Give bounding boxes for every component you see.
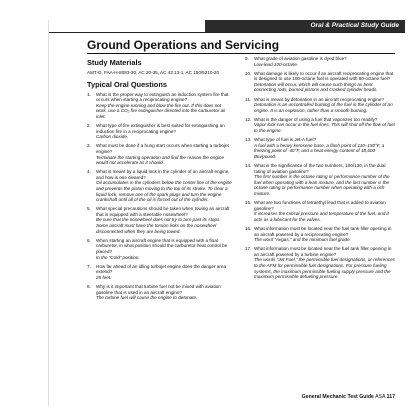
question-number: 4. <box>87 169 91 175</box>
question-number: 11. <box>245 96 252 102</box>
question-item <box>245 137 395 159</box>
question-text: What grade of aviation gasoline is dyed blue? <box>254 56 347 61</box>
answer-text: Detonation will occur, which will cause such things as bent connecting rods, burned pistons and cracked cylinder heads. <box>254 81 378 93</box>
question-item <box>87 264 233 281</box>
question-item <box>87 92 233 120</box>
section-title: Ground Operations and Servicing <box>87 38 280 52</box>
question-number: 17. <box>245 246 252 252</box>
answer-text: Keep the engine running and blow the fire out. If this does not work, use a CO₂ fire extinguisher directed into the carburetor air inlet. <box>96 102 226 119</box>
question-number: 6. <box>87 237 91 243</box>
question-text: When starting an aircraft engine that is equipped with a float carburetor, in what position should the carburetor heat control be placed? <box>96 237 228 254</box>
question-item <box>87 206 233 234</box>
question-item <box>87 143 233 165</box>
question-number: 9. <box>245 56 249 61</box>
guide-title: Oral & Practical Study Guide <box>310 22 399 29</box>
answer-text: Be sure that the nosewheel does not try to turn past its stops. Some aircraft must have the torsion links on the nosewheel disconnected when they are being towed. <box>96 217 221 234</box>
question-text: What are two functions of tetraethyl lead that is added to aviation gasoline? <box>254 200 386 211</box>
right-question-list <box>245 56 395 280</box>
question-number: 12. <box>245 116 252 122</box>
question-text: What information must be located near the fuel tank filler opening in an aircraft powered by a reciprocating engine? <box>254 225 392 237</box>
answer-text: The turbine fuel will cause the engine to detonate. <box>96 295 198 301</box>
header-rule <box>49 32 405 33</box>
left-question-list <box>87 92 233 301</box>
question-item <box>245 97 395 114</box>
question-text: What special precautions should be taken when towing an aircraft that is equipped with a steerable nosewheel? <box>96 206 230 217</box>
answer-text: In the “Cold” position. <box>96 254 140 260</box>
answer-text: A fuel with a heavy kerosene base, a flash point of 110–150°F, a freezing point of -40°F, and a heat energy content of 18,600 Btu/pound. <box>254 142 385 159</box>
oral-questions-heading: Typical Oral Questions <box>87 79 167 89</box>
study-materials-heading: Study Materials <box>87 58 142 67</box>
page-footer <box>302 394 395 400</box>
question-item <box>245 226 395 243</box>
question-number: 2. <box>87 123 91 129</box>
footer-book-title: General Mechanic Test Guide <box>301 394 374 400</box>
question-text: What information must be located near the fuel tank filler opening in an aircraft powered by a turbine engine? <box>254 246 392 257</box>
title-rule <box>87 53 395 54</box>
question-text: What damage is likely to occur if an aircraft reciprocating engine that is designed to use 100-octane fuel is operated with 80-octane fuel? <box>254 70 394 82</box>
question-item <box>245 56 395 67</box>
question-number: 7. <box>87 263 91 269</box>
left-column <box>87 56 233 304</box>
question-number: 14. <box>245 163 252 168</box>
question-item <box>87 169 233 203</box>
question-text: What is meant by detonation in an aircraft reciprocating engine? <box>254 96 384 102</box>
page-number: 117 <box>386 394 395 400</box>
answer-text: Vapor lock can occur in the fuel lines. This will shut off the flow of fuel to the engine. <box>254 122 395 134</box>
answer-text: Carbon dioxide. <box>96 134 129 140</box>
question-text: What must be done if a hung start occurs when starting a turbojet engine? <box>96 143 229 154</box>
answer-text: The words “Jet Fuel,” the permissible fuel designations, or references to the AFM for permissible fuel designations. For pressure fueling systems, the maximum permissible fueling supply pressure and the maximum permissible defueling pressure. <box>254 257 395 280</box>
question-number: 8. <box>87 283 91 289</box>
question-item <box>245 163 395 197</box>
question-number: 10. <box>245 70 252 76</box>
question-item <box>245 117 395 134</box>
question-text: What is the proper way to extinguish an induction system fire that occurs when starting a reciprocating engine? <box>96 91 229 103</box>
question-number: 15. <box>245 200 252 206</box>
question-text: What is the significance of the two numbers, 100/130, in the dual rating of aviation gasoline? <box>254 163 386 174</box>
question-text: What is the danger of using a fuel that vaporizes too readily? <box>254 116 378 122</box>
question-item <box>245 246 395 280</box>
study-references: AMT-G, FAA-H-8083-30, AC 20-35, AC 43.13-1, AC 150/5210-20 <box>87 70 220 75</box>
header-tab <box>205 20 405 32</box>
question-number: 13. <box>245 137 252 143</box>
answer-text: Low-lead 100-octane. <box>254 61 299 67</box>
question-item <box>87 123 233 140</box>
answer-text: Detonation is an uncontrolled burning of the fuel in the cylinder of an engine. It is an explosion, rather than a smooth burning. <box>254 102 393 113</box>
question-text: What type of fire extinguisher is best suited for extinguishing an induction fire in a reciprocating engine? <box>96 123 225 134</box>
question-text: How far ahead of an idling turbojet engine does the danger area extend? <box>96 263 226 275</box>
question-item <box>245 71 395 93</box>
question-text: Why is it important that turbine fuel not be mixed with aviation gasoline that is used in an aircraft engine? <box>96 283 221 295</box>
right-column <box>245 56 395 283</box>
question-text: What type of fuel is Jet-A fuel? <box>254 137 317 143</box>
answer-text: The first number is the octane rating or performance number of the fuel when operating with a lean mixture, and the last number is the octane rating or performance number when operating with a rich mixture. <box>254 174 390 196</box>
question-item <box>245 200 395 222</box>
question-item <box>87 238 233 260</box>
answer-text: 25 feet. <box>96 274 112 280</box>
answer-text: Terminate the starting operation and find the reason the engine would not accelerate as it should. <box>96 154 225 166</box>
question-number: 1. <box>87 91 91 97</box>
question-number: 3. <box>87 143 91 149</box>
answer-text: It increases the critical pressure and temperature of the fuel, and it acts as a lubricant for the valves. <box>254 211 389 222</box>
question-number: 5. <box>87 206 91 212</box>
footer-publisher: ASA <box>375 394 386 400</box>
answer-text: Oil accumulates in the cylinders below the center line of the engine and prevents the piston moving to the top of its stroke. To clear a liquid lock, remove one of the spark plugs and turn the engine crankshaft until all of the oil is forced out of the cylinder. <box>96 180 232 203</box>
book-page <box>48 20 405 406</box>
question-item <box>87 284 233 301</box>
answer-text: The word “Avgas,” and the minimum fuel grade. <box>254 237 351 243</box>
question-text: What is meant by a liquid lock in the cylinder of an aircraft engine, and how is one cleared? <box>96 169 230 180</box>
question-number: 16. <box>245 225 252 231</box>
